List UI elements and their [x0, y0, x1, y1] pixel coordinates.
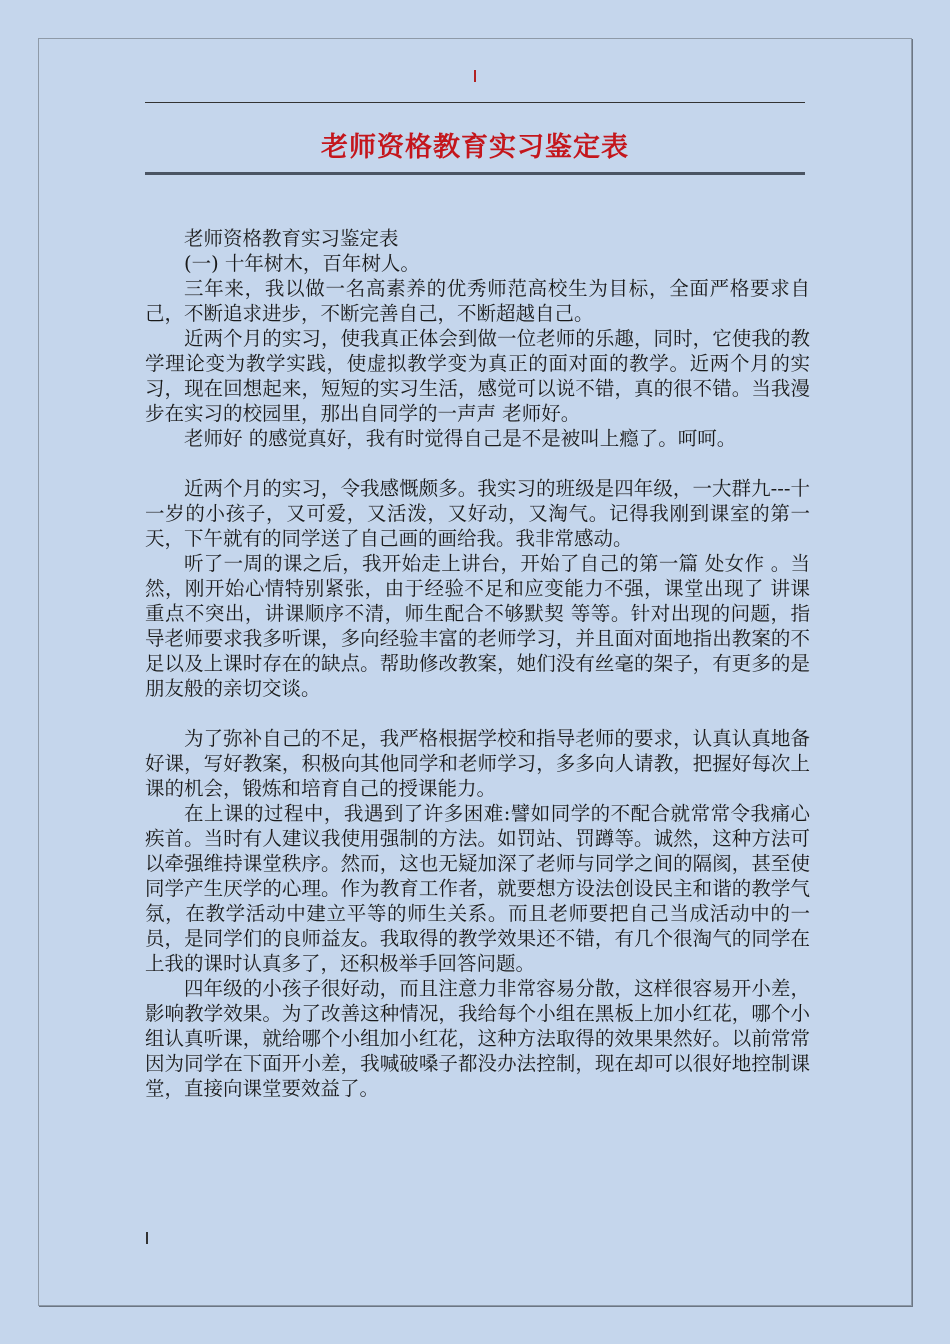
paragraph: 近两个月的实习，使我真正体会到做一位老师的乐趣，同时，它使我的教学理论变为教学实践，使虚拟教学变为真正的面对面的教学。近两个月的实习，现在回想起来，短短的实习生活，感觉可以说不错，真的很不错。当我漫步在实习的校园里，那出自同学的一声声 老师好。	[145, 327, 810, 425]
paragraph: 老师好 的感觉真好，我有时觉得自己是不是被叫上瘾了。呵呵。	[184, 427, 737, 450]
paragraph: 四年级的小孩子很好动，而且注意力非常容易分散，这样很容易开小差，影响教学效果。为了改善这种情况，我给每个小组在黑板上加小红花，哪个小组认真听课，就给哪个小组加小红花，这种方法取得的效果果然好。以前常常因为同学在下面开小差，我喊破嗓子都没办法控制，现在却可以很好地控制课堂，直接向课堂要效益了。	[145, 977, 810, 1100]
paragraph-section-one: (一) 十年树木，百年树人。	[184, 252, 420, 275]
paragraph: 近两个月的实习，令我感慨颇多。我实习的班级是四年级，一大群九---十一岁的小孩子，又可爱，又活泼，又好动，又淘气。记得我刚到课室的第一天，下午就有的同学送了自己画的画给我。我非常感动。	[145, 477, 810, 550]
document-body	[145, 226, 810, 1101]
paragraph: 三年来，我以做一名高素养的优秀师范高校生为目标，全面严格要求自己，不断追求进步，不断完善自己，不断超越自己。	[145, 277, 810, 325]
footer-mark	[146, 1232, 148, 1244]
header-mark	[474, 70, 476, 82]
paragraph: 在上课的过程中，我遇到了许多困难:譬如同学的不配合就常常令我痛心疾首。当时有人建议我使用强制的方法。如罚站、罚蹲等。诚然，这种方法可以牵强维持课堂秩序。然而，这也无疑加深了老师与同学之间的隔阂，甚至使同学产生厌学的心理。作为教育工作者，就要想方设法创设民主和谐的教学气氛，在教学活动中建立平等的师生关系。而且老师要把自己当成活动中的一员，是同学们的良师益友。我取得的教学效果还不错，有几个很淘气的同学在上我的课时认真多了，还积极举手回答问题。	[145, 802, 810, 975]
title-underline	[145, 172, 805, 175]
page-title: 老师资格教育实习鉴定表	[321, 132, 629, 163]
header-rule	[145, 102, 805, 103]
paragraph-heading: 老师资格教育实习鉴定表	[184, 227, 399, 250]
paragraph: 听了一周的课之后，我开始走上讲台，开始了自己的第一篇 处女作 。当然，刚开始心情特别紧张，由于经验不足和应变能力不强，课堂出现了 讲课重点不突出，讲课顺序不清，师生配合不够默契 等等。针对出现的问题，指导老师要求我多听课，多向经验丰富的老师学习，并且面对面地指出教案的不足以及上课时存在的缺点。帮助修改教案，她们没有丝毫的架子，有更多的是朋友般的亲切交谈。	[145, 552, 810, 700]
paragraph: 为了弥补自己的不足，我严格根据学校和指导老师的要求，认真认真地备好课，写好教案，积极向其他同学和老师学习，多多向人请教，把握好每次上课的机会，锻炼和培育自己的授课能力。	[145, 727, 810, 800]
